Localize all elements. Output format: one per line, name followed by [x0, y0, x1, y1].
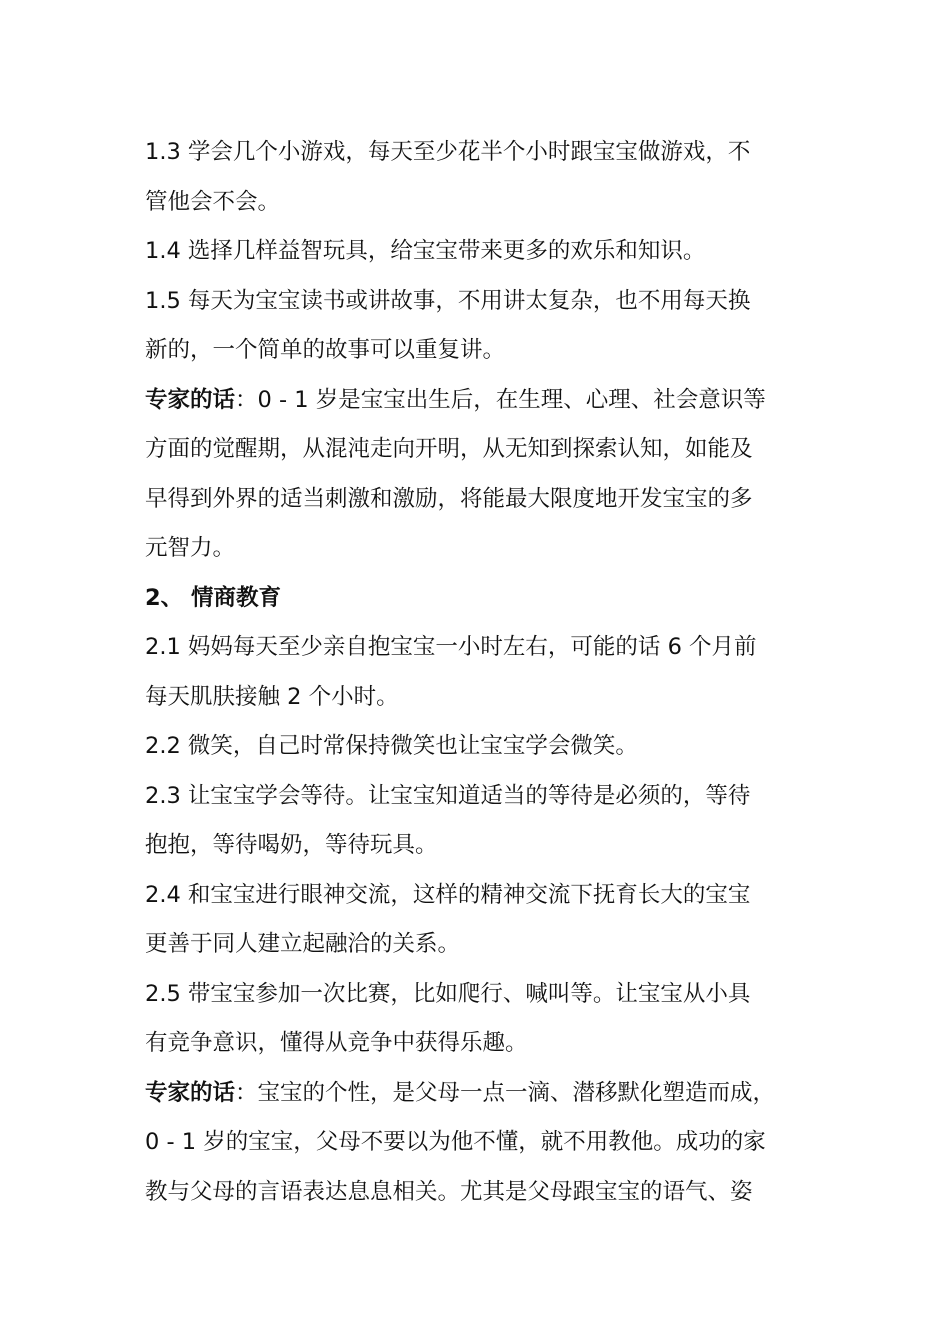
expert-note-1: [145, 376, 810, 574]
text-line: 更善于同人建立起融洽的关系。: [145, 931, 461, 957]
text-line: 2.1 妈妈每天至少亲自抱宝宝一小时左右，可能的话 6 个月前: [145, 634, 757, 660]
section-heading: [145, 574, 810, 624]
paragraph-2-4: [145, 871, 810, 970]
paragraph-1-3: [145, 128, 810, 227]
expert-note-text: ：0 - 1 岁是宝宝出生后，在生理、心理、社会意识等: [235, 386, 766, 413]
document-body: [145, 128, 810, 1217]
text-line: 2.3 让宝宝学会等待。让宝宝知道适当的等待是必须的，等待: [145, 782, 751, 809]
text-line: [145, 376, 810, 426]
text-line: 每天肌肤接触 2 个小时。: [145, 683, 399, 710]
text-line: 1.4 选择几样益智玩具，给宝宝带来更多的欢乐和知识。: [145, 238, 706, 264]
text-line: 2.5 带宝宝参加一次比赛，比如爬行、喊叫等。让宝宝从小具: [145, 980, 751, 1007]
text-line: 新的，一个简单的故事可以重复讲。: [145, 337, 506, 363]
paragraph-1-5: [145, 277, 810, 376]
expert-note-label: 专家的话: [145, 386, 236, 413]
text-line: [145, 1069, 810, 1119]
paragraph-2-2: [145, 722, 810, 772]
text-line: 方面的觉醒期，从混沌走向开明，从无知到探索认知，如能及: [145, 436, 753, 462]
text-line: 2.2 微笑，自己时常保持微笑也让宝宝学会微笑。: [145, 733, 638, 759]
text-line: 0 - 1 岁的宝宝，父母不要以为他不懂，就不用教他。成功的家: [145, 1129, 766, 1155]
text-line: 抱抱，等待喝奶，等待玩具。: [145, 832, 438, 858]
text-line: 管他会不会。: [145, 188, 281, 215]
paragraph-2-1: [145, 623, 810, 722]
text-line: 早得到外界的适当刺激和激励，将能最大限度地开发宝宝的多: [145, 485, 753, 512]
text-line: 1.5 每天为宝宝读书或讲故事，不用讲太复杂，也不用每天换: [145, 287, 751, 314]
expert-note-text: ：宝宝的个性，是父母一点一滴、潜移默化塑造而成，: [235, 1079, 776, 1106]
paragraph-2-3: [145, 772, 810, 871]
text-line: 2.4 和宝宝进行眼神交流，这样的精神交流下抚育长大的宝宝: [145, 881, 751, 908]
expert-note-2: [145, 1069, 810, 1218]
text-line: 元智力。: [145, 535, 236, 561]
text-line: 有竞争意识，懂得从竞争中获得乐趣。: [145, 1030, 528, 1056]
expert-note-label: 专家的话: [145, 1079, 236, 1106]
paragraph-1-4: [145, 227, 810, 277]
paragraph-2-5: [145, 970, 810, 1069]
text-line: 1.3 学会几个小游戏，每天至少花半个小时跟宝宝做游戏，不: [145, 139, 751, 165]
text-line: 教与父母的言语表达息息相关。尤其是父母跟宝宝的语气、姿: [145, 1178, 753, 1205]
section-heading-text: 2、 情商教育: [145, 584, 281, 611]
